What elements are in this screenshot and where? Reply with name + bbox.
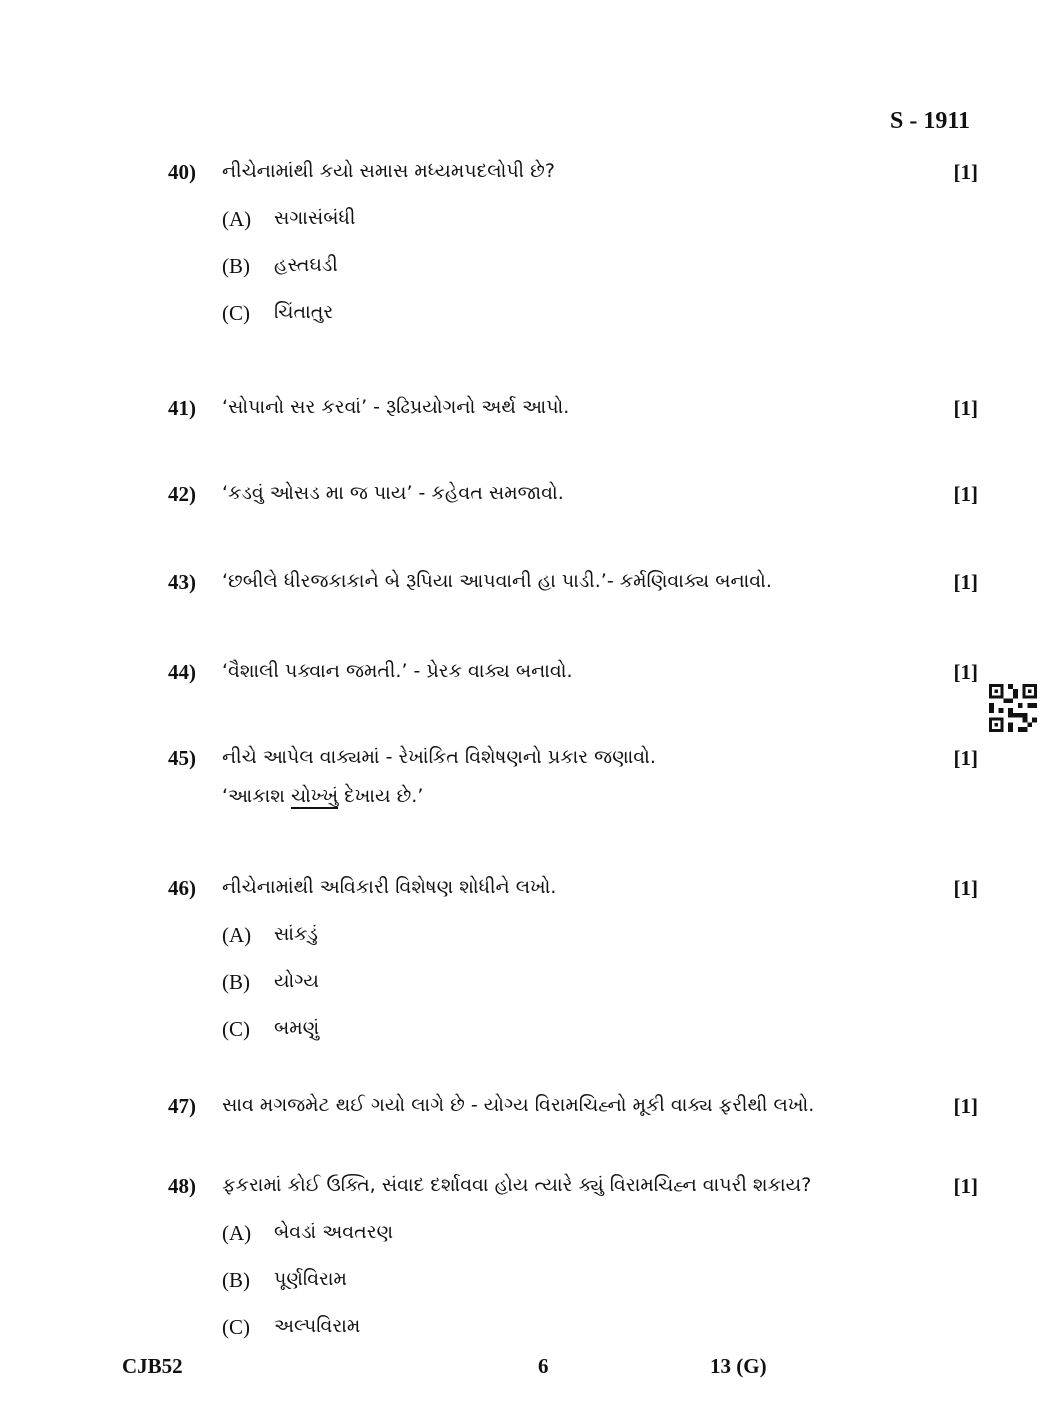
option-c: (C) બમણું [222,1017,320,1041]
option-a: (A) બેવડાં અવતરણ [222,1221,394,1245]
option-b: (B) હસ્તઘડી [222,254,338,278]
option-b: (B) યોગ્ય [222,970,319,994]
question-46 [168,876,978,1042]
question-number: 42) [168,482,196,506]
question-marks: [1] [953,396,978,420]
question-number: 40) [168,160,196,184]
question-text: નીચેનામાંથી અવિકારી વિશેષણ શોધીને લખો. [222,876,557,898]
question-text: ‘છબીલે ધીરજકાકાને બે રૂપિયા આપવાની હા પાડી.’- કર્મણિવાક્ય બનાવો. [222,570,772,592]
option-a: (A) સાંકડું [222,923,318,947]
question-number: 48) [168,1174,196,1198]
question-marks: [1] [953,1174,978,1198]
question-number: 41) [168,396,196,420]
option-b: (B) પૂર્ણવિરામ [222,1268,347,1292]
question-number: 45) [168,746,196,770]
question-42 [168,482,978,507]
question-number: 47) [168,1094,196,1118]
question-text: નીચે આપેલ વાક્યમાં - રેખાંકિત વિશેષણનો પ્રકાર જણાવો. [222,746,656,768]
question-45 [168,746,978,807]
question-marks: [1] [953,160,978,184]
question-41 [168,396,978,421]
example-sentence: ‘આકાશ ચોખ્ખું દેખાય છે.’ [222,785,424,807]
question-marks: [1] [953,660,978,684]
footer-code: CJB52 [122,1354,183,1378]
question-number: 43) [168,570,196,594]
question-marks: [1] [953,1094,978,1118]
qr-code-icon [988,684,1038,732]
question-text: સાવ મગજમેટ થઈ ગયો લાગે છે - યોગ્ય વિરામચિહ્નો મૂકી વાક્ય ફરીથી લખો. [222,1094,815,1116]
question-number: 44) [168,660,196,684]
question-44 [168,660,978,685]
question-text: ફકરામાં કોઈ ઉક્તિ, સંવાદ દર્શાવવા હોય ત્યારે ક્યું વિરામચિહ્ન વાપરી શકાય? [222,1174,812,1196]
question-marks: [1] [953,876,978,900]
question-text: ‘કડવું ઓસડ મા જ પાય’ - કહેવત સમજાવો. [222,482,564,504]
question-marks: [1] [953,570,978,594]
paper-code: S - 1911 [889,108,970,134]
option-c: (C) અલ્પવિરામ [222,1315,361,1339]
underlined-adjective: ચોખ્ખું [290,785,339,807]
question-40 [168,160,978,326]
question-47 [168,1094,978,1119]
option-a: (A) સગાસંબંધી [222,207,356,231]
question-text: ‘વૈશાલી પક્વાન જમતી.’ - પ્રેરક વાક્ય બનાવો. [222,660,573,682]
question-marks: [1] [953,482,978,506]
question-marks: [1] [953,746,978,770]
question-48 [168,1174,978,1340]
footer-page-label: 13 (G) [710,1354,767,1378]
question-number: 46) [168,876,196,900]
question-text: નીચેનામાંથી કયો સમાસ મધ્યમપદલોપી છે? [222,160,555,182]
question-43 [168,570,978,595]
question-text: ‘સોપાનો સર કરવાં’ - રૂઢિપ્રયોગનો અર્થ આપો. [222,396,570,418]
page-number: 6 [538,1354,549,1378]
option-c: (C) ચિંતાતુર [222,301,334,325]
